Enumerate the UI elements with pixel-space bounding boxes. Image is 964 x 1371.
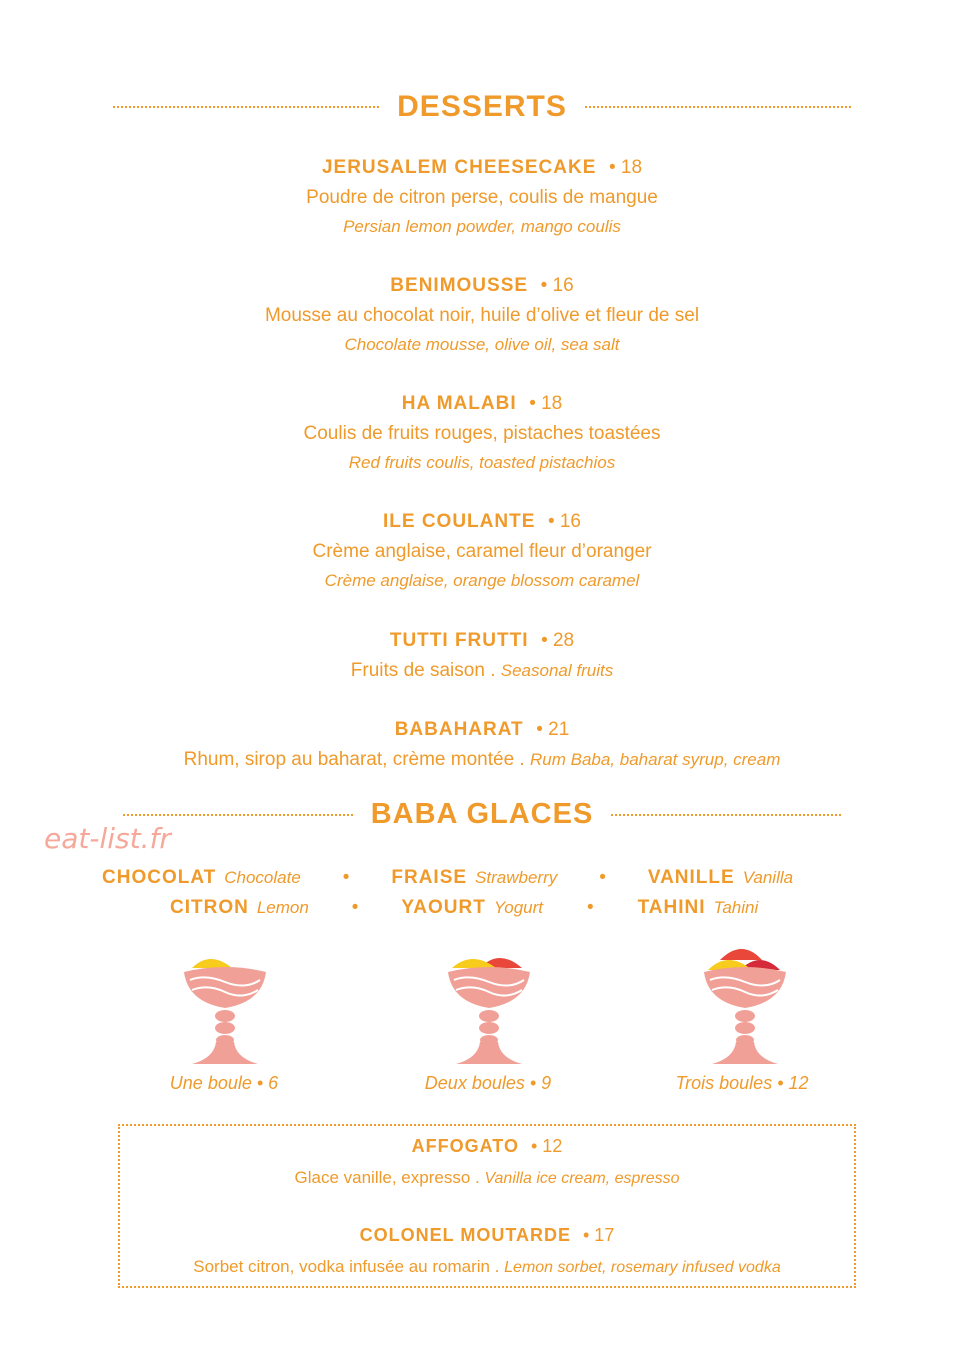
item-name: HA MALABI: [401, 393, 517, 414]
item-description-fr: Rhum, sirop au baharat, crème montée .: [183, 749, 530, 770]
flavor-name: YAOURT: [401, 897, 486, 918]
item-name: TUTTI FRUTTI: [389, 630, 529, 651]
item-price: • 16: [540, 275, 574, 296]
divider: [585, 106, 851, 108]
scoop-price-label: Une boule • 6: [169, 1073, 279, 1093]
item-description-en: Crème anglaise, orange blossom caramel: [324, 571, 640, 590]
special-item: [120, 1223, 854, 1280]
item-name: AFFOGATO: [411, 1136, 519, 1156]
dessert-item: [0, 718, 964, 772]
item-description-en: Chocolate mousse, olive oil, sea salt: [344, 335, 620, 354]
item-price: • 21: [536, 719, 570, 740]
item-name: COLONEL MOUTARDE: [359, 1225, 571, 1245]
item-price: • 18: [529, 393, 563, 414]
item-description-en: Persian lemon powder, mango coulis: [343, 217, 621, 236]
item-price: • 28: [541, 630, 575, 651]
item-description-fr: Poudre de citron perse, coulis de mangue: [306, 187, 658, 208]
item-description-fr: Crème anglaise, caramel fleur d’oranger: [312, 541, 652, 562]
item-description-fr: Coulis de fruits rouges, pistaches toastées: [303, 423, 661, 444]
item-description-en: Red fruits coulis, toasted pistachios: [348, 453, 616, 472]
ice-cream-cup-one-scoop-icon: [180, 950, 270, 1068]
flavor-name: CHOCOLAT: [102, 867, 217, 888]
item-description-en: Rum Baba, baharat syrup, cream: [529, 750, 781, 769]
item-price: • 16: [547, 511, 582, 532]
flavor-name: VANILLE: [647, 867, 735, 888]
separator: •: [351, 897, 359, 918]
flavor-name: CITRON: [170, 897, 249, 918]
item-description-fr: Sorbet citron, vodka infusée au romarin .: [193, 1257, 505, 1276]
item-description-fr: Mousse au chocolat noir, huile d’olive et fleur de sel: [264, 305, 700, 326]
item-name: BENIMOUSSE: [390, 275, 529, 296]
dessert-item: [0, 156, 964, 238]
flavor-name-en: Lemon: [256, 898, 309, 917]
dessert-item: [0, 274, 964, 356]
dessert-item: [0, 392, 964, 474]
ice-cream-cup-two-scoops-icon: [444, 948, 534, 1066]
divider: [123, 814, 353, 816]
separator: •: [342, 867, 350, 888]
item-description-en: Vanilla ice cream, espresso: [484, 1170, 680, 1187]
divider: [611, 814, 841, 816]
ice-cream-cup-three-scoops-icon: [700, 940, 790, 1066]
flavor-name-en: Tahini: [713, 898, 759, 917]
separator: •: [586, 897, 594, 918]
item-description-fr: Fruits de saison .: [350, 660, 501, 681]
scoop-price-label: Deux boules • 9: [424, 1073, 552, 1093]
section-title: DESSERTS: [397, 90, 567, 123]
flavor-name-en: Yogurt: [493, 898, 544, 917]
flavor-row: [170, 896, 758, 920]
flavor-name-en: Vanilla: [742, 868, 794, 887]
item-name: JERUSALEM CHEESECAKE: [321, 157, 597, 178]
divider: [113, 106, 379, 108]
watermark: eat-list.fr: [44, 822, 171, 855]
item-name: BABAHARAT: [394, 719, 524, 740]
item-description-en: Lemon sorbet, rosemary infused vodka: [504, 1259, 781, 1276]
special-item: [120, 1134, 854, 1191]
item-price: • 12: [531, 1136, 563, 1156]
flavor-row: [102, 866, 793, 890]
separator: •: [599, 867, 606, 888]
item-price: • 18: [608, 157, 643, 178]
item-name: ILE COULANTE: [382, 511, 536, 532]
specials-box: [118, 1124, 856, 1288]
desserts-header: [0, 90, 964, 124]
item-description-fr: Glace vanille, expresso .: [294, 1168, 485, 1187]
dessert-item: [0, 629, 964, 683]
flavor-name-en: Chocolate: [224, 868, 301, 887]
item-description-en: Seasonal fruits: [500, 661, 614, 680]
flavor-name: TAHINI: [637, 897, 706, 918]
dessert-item: [0, 510, 964, 592]
item-price: • 17: [583, 1225, 615, 1245]
scoop-price-label: Trois boules • 12: [675, 1073, 809, 1093]
section-title: BABA GLACES: [370, 798, 594, 830]
flavor-name-en: Strawberry: [475, 868, 558, 887]
flavor-name: FRAISE: [391, 867, 468, 888]
